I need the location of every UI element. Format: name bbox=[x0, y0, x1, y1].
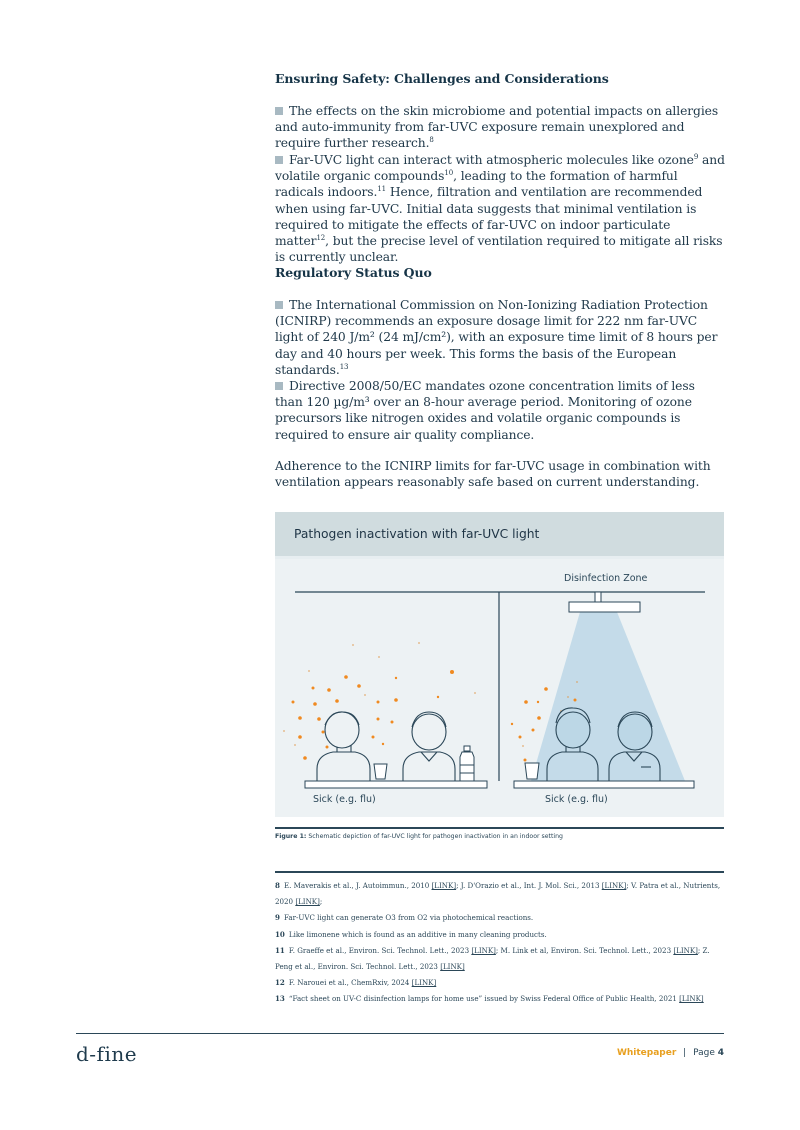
disinfection-zone-label: Disinfection Zone bbox=[564, 573, 648, 584]
footnote-link[interactable]: [LINK] bbox=[601, 881, 627, 890]
footnote-link[interactable]: [LINK] bbox=[431, 881, 457, 890]
table-left bbox=[305, 781, 487, 788]
footnote-divider bbox=[275, 871, 724, 873]
sick-label-left: Sick (e.g. flu) bbox=[313, 794, 376, 805]
paragraph-icnirp: The International Commission on Non-Ionizing Radiation Protection (ICNIRP) recommends an exposure dosage limit for 222 nm far-UVC light of 240 J/m² (24 mJ/cm²), with an exposure time limit of 8 hours per day and 40 hours per week. This forms the basis of the European standards.$^{13}$ bbox=[275, 298, 718, 377]
glass-icon bbox=[525, 763, 539, 779]
paragraph-ozone-interaction: Far-UVC light can interact with atmospheric molecules like ozone$^9$ and volatile organic compounds$^{10}$, leading to the formation of harmful radicals indoors.$^{11}$ Hence, filtration and ventilation are recommended when using far-UVC. Initial data suggests that minimal ventilation is required to mitigate the effects of far-UVC on indoor particulate matter$^{12}$, but the precise level of ventilation required to mitigate all risks is currently unclear. bbox=[275, 152, 725, 265]
lamp-mount bbox=[595, 592, 601, 602]
person-icon bbox=[403, 712, 455, 781]
page-label: Page bbox=[693, 1048, 715, 1058]
bullet-square-icon bbox=[275, 156, 283, 164]
page-footer-info: Whitepaper | Page 4 bbox=[616, 1048, 724, 1058]
figure-illustration bbox=[275, 559, 724, 817]
footnote-link[interactable]: [LINK] bbox=[679, 994, 704, 1004]
document-type: Whitepaper bbox=[616, 1048, 677, 1058]
bullet-square-icon bbox=[275, 301, 283, 309]
paragraph-skin-microbiome: The effects on the skin microbiome and potential impacts on allergies and auto-immunity from far-UVC exposure remain unexplored and require further research.$^8$ bbox=[275, 104, 719, 151]
footnote-link[interactable]: [LINK] bbox=[440, 962, 465, 972]
uvc-lamp-icon bbox=[569, 602, 640, 612]
company-logo: d-fine bbox=[76, 1042, 138, 1066]
bullet-square-icon bbox=[275, 107, 283, 115]
paragraph-directive: Directive 2008/50/EC mandates ozone concentration limits of less than 120 µg/m³ over an 8-hour average period. Monitoring of ozone precursors like nitrogen oxides and volatile organic compounds is required to ensure air quality compliance. bbox=[275, 379, 695, 442]
figure-pathogen-inactivation bbox=[275, 512, 724, 817]
uvc-light-cone bbox=[531, 612, 685, 781]
footnotes bbox=[275, 878, 725, 1008]
page-number: 4 bbox=[717, 1048, 724, 1058]
footnote-link[interactable]: [LINK] bbox=[471, 945, 496, 955]
footnote-10: 10 Like limonene which is found as an additive in many cleaning products. bbox=[275, 929, 547, 939]
bullet-square-icon bbox=[275, 382, 283, 390]
room-illustration bbox=[275, 559, 724, 817]
bottle-icon bbox=[460, 746, 474, 781]
glass-icon bbox=[374, 764, 387, 779]
section-heading-safety: Ensuring Safety: Challenges and Considerations bbox=[275, 71, 609, 86]
footnote-9: 9 Far-UVC light can generate O3 from O2 via photochemical reactions. bbox=[275, 913, 534, 923]
figure-divider bbox=[275, 827, 724, 829]
figure-title: Pathogen inactivation with far-UVC light bbox=[275, 512, 724, 556]
paragraph-conclusion: Adherence to the ICNIRP limits for far-UVC usage in combination with ventilation appears reasonably safe based on current understanding. bbox=[275, 459, 711, 490]
footnote-11: 11 F. Graeffe et al., Environ. Sci. Technol. Lett., 2023 [LINK]; M. Link et al, Environ. Sci. Technol. Lett., 2023 [LINK]; Z. Peng et al., Environ. Sci. Technol. Lett., 2023 [LINK] bbox=[275, 945, 710, 972]
footer-divider bbox=[76, 1033, 724, 1034]
footnote-13: 13 “Fact sheet on UV-C disinfection lamps for home use” issued by Swiss Federal Office of Public Health, 2021 [LINK] bbox=[275, 994, 704, 1004]
footnote-12: 12 F. Narouei et al., ChemRxiv, 2024 [LINK] bbox=[275, 978, 437, 988]
footnote-link[interactable]: [LINK] bbox=[673, 945, 698, 955]
footnote-8: 8 E. Maverakis et al., J. Autoimmun., 2010 [LINK]; J. D'Orazio et al., Int. J. Mol. Sci., 2013 [LINK]; V. Patra et al., Nutrients, 2020 [LINK]; bbox=[275, 881, 721, 907]
footnote-link[interactable]: [LINK] bbox=[295, 897, 320, 907]
sick-label-right: Sick (e.g. flu) bbox=[545, 794, 608, 805]
table-right bbox=[514, 781, 694, 788]
footnote-link[interactable]: [LINK] bbox=[411, 978, 437, 988]
section-heading-regulatory: Regulatory Status Quo bbox=[275, 265, 432, 280]
person-sick-icon bbox=[317, 712, 370, 781]
figure-caption: Figure 1: Schematic depiction of far-UVC light for pathogen inactivation in an indoor setting bbox=[275, 833, 563, 840]
